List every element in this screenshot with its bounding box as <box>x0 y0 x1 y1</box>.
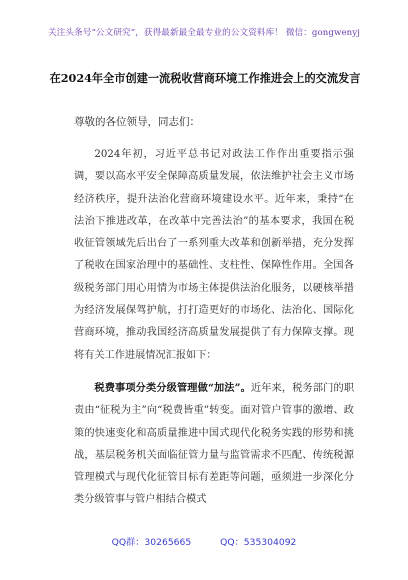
salutation: 尊敬的各位领导，同志们： <box>74 116 200 128</box>
document-body <box>74 144 354 512</box>
qq-number: QQ：535304092 <box>220 537 297 548</box>
paragraph-2-text: 近年来，税务部门的职责由“征税为主”向“税费皆重”转变。面对管户管事的激增、政策的快速变化和高质量推进中国式现代化税务实践的形势和挑战，基层税务机关面临征管力量与监管需求不匹配、传统税源管理模式与现代化征管目标有差距等问题，亟须进一步深化分类分级管事与管户相结合模式 <box>74 382 355 506</box>
paragraph-2 <box>74 377 354 512</box>
qq-group: QQ群：30265665 <box>111 537 192 548</box>
document-title: 在2024年全市创建一流税收营商环境工作推进会上的交流发言 <box>49 71 361 85</box>
header-note: 关注头条号“公文研究”，获得最新最全最专业的公文资料库！ 微信：gongwenyj <box>47 28 361 38</box>
footer-contact <box>0 534 408 548</box>
paragraph-1: 2024年初，习近平总书记对政法工作作出重要指示强调，要以高水平安全保障高质量发展，依法维护社会主义市场经济秩序，提升法治化营商环境建设水平。近年来，秉持“在法治下推进改革，在改革中完善法治”的基本要求，我国在税收征管领域先后出台了一系列重大改革和创新举措，充分发挥了税收在国家治理中的基础性、支柱性、保障性作用。全国各级税务部门用心用情为市场主体提供法治化服务，以硬核举措为经济发展保驾护航，打打造更好的市场化、法治化、国际化营商环境，推动我国经济高质量发展提供了有力保障支撑。现将有关工作进展情况汇报如下： <box>74 149 354 361</box>
paragraph-2-lead: 税费事项分类分级管理做“加法”。 <box>94 381 251 394</box>
